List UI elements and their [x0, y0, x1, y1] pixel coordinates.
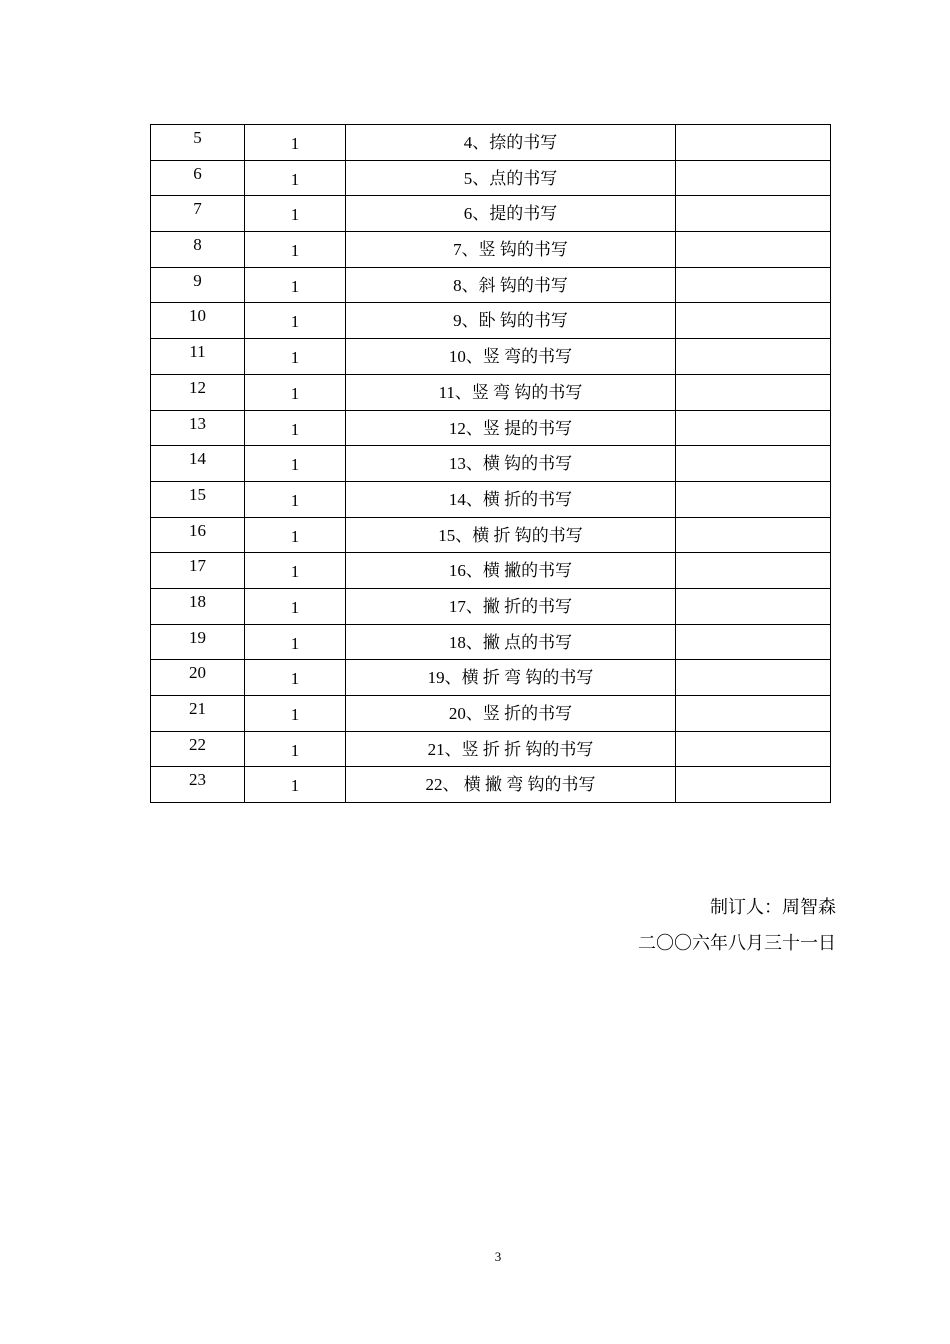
- table-row: [151, 588, 831, 624]
- content-cell: 15、横 折 钩的书写: [346, 517, 676, 553]
- table-row: [151, 410, 831, 446]
- note-cell: [676, 125, 831, 161]
- week-cell: 12: [151, 374, 245, 410]
- week-cell: 11: [151, 339, 245, 375]
- week-cell: 6: [151, 160, 245, 196]
- table-row: [151, 446, 831, 482]
- table-row: [151, 553, 831, 589]
- week-cell: 7: [151, 196, 245, 232]
- note-cell: [676, 660, 831, 696]
- table-row: [151, 696, 831, 732]
- content-cell: 9、卧 钩的书写: [346, 303, 676, 339]
- note-cell: [676, 481, 831, 517]
- table-row: [151, 624, 831, 660]
- week-cell: 19: [151, 624, 245, 660]
- hours-cell: 1: [245, 339, 346, 375]
- week-cell: 23: [151, 767, 245, 803]
- table-row: [151, 303, 831, 339]
- table-row: [151, 374, 831, 410]
- table-row: [151, 481, 831, 517]
- note-cell: [676, 553, 831, 589]
- hours-cell: 1: [245, 196, 346, 232]
- preparer-signature: 制订人：周智森: [710, 897, 836, 917]
- table-row: [151, 517, 831, 553]
- content-cell: 12、竖 提的书写: [346, 410, 676, 446]
- table-row: [151, 125, 831, 161]
- week-cell: 14: [151, 446, 245, 482]
- note-cell: [676, 232, 831, 268]
- content-cell: 7、竖 钩的书写: [346, 232, 676, 268]
- content-cell: 6、提的书写: [346, 196, 676, 232]
- week-cell: 17: [151, 553, 245, 589]
- content-cell: 21、竖 折 折 钩的书写: [346, 731, 676, 767]
- content-cell: 5、点的书写: [346, 160, 676, 196]
- note-cell: [676, 624, 831, 660]
- table-row: [151, 196, 831, 232]
- content-cell: 16、横 撇的书写: [346, 553, 676, 589]
- week-cell: 8: [151, 232, 245, 268]
- hours-cell: 1: [245, 517, 346, 553]
- hours-cell: 1: [245, 303, 346, 339]
- note-cell: [676, 303, 831, 339]
- note-cell: [676, 696, 831, 732]
- hours-cell: 1: [245, 446, 346, 482]
- content-cell: 13、横 钩的书写: [346, 446, 676, 482]
- note-cell: [676, 374, 831, 410]
- hours-cell: 1: [245, 731, 346, 767]
- content-cell: 10、竖 弯的书写: [346, 339, 676, 375]
- table-row: [151, 660, 831, 696]
- hours-cell: 1: [245, 160, 346, 196]
- week-cell: 16: [151, 517, 245, 553]
- note-cell: [676, 267, 831, 303]
- content-cell: 20、竖 折的书写: [346, 696, 676, 732]
- table-row: [151, 232, 831, 268]
- note-cell: [676, 160, 831, 196]
- content-cell: 8、斜 钩的书写: [346, 267, 676, 303]
- hours-cell: 1: [245, 481, 346, 517]
- table-row: [151, 267, 831, 303]
- content-cell: 19、横 折 弯 钩的书写: [346, 660, 676, 696]
- hours-cell: 1: [245, 696, 346, 732]
- week-cell: 10: [151, 303, 245, 339]
- note-cell: [676, 446, 831, 482]
- content-cell: 22、 横 撇 弯 钩的书写: [346, 767, 676, 803]
- week-cell: 9: [151, 267, 245, 303]
- content-cell: 17、撇 折的书写: [346, 588, 676, 624]
- content-cell: 11、竖 弯 钩的书写: [346, 374, 676, 410]
- table-row: [151, 767, 831, 803]
- hours-cell: 1: [245, 267, 346, 303]
- week-cell: 5: [151, 125, 245, 161]
- note-cell: [676, 196, 831, 232]
- hours-cell: 1: [245, 232, 346, 268]
- table-row: [151, 731, 831, 767]
- hours-cell: 1: [245, 374, 346, 410]
- week-cell: 15: [151, 481, 245, 517]
- hours-cell: 1: [245, 125, 346, 161]
- week-cell: 21: [151, 696, 245, 732]
- note-cell: [676, 731, 831, 767]
- hours-cell: 1: [245, 410, 346, 446]
- schedule-table: [150, 124, 831, 803]
- week-cell: 22: [151, 731, 245, 767]
- hours-cell: 1: [245, 553, 346, 589]
- page-number: 3: [494, 1249, 502, 1264]
- table-row: [151, 339, 831, 375]
- note-cell: [676, 339, 831, 375]
- week-cell: 18: [151, 588, 245, 624]
- content-cell: 18、撇 点的书写: [346, 624, 676, 660]
- note-cell: [676, 410, 831, 446]
- note-cell: [676, 588, 831, 624]
- signature-date: 二〇〇六年八月三十一日: [638, 933, 836, 953]
- week-cell: 20: [151, 660, 245, 696]
- hours-cell: 1: [245, 660, 346, 696]
- hours-cell: 1: [245, 588, 346, 624]
- hours-cell: 1: [245, 767, 346, 803]
- note-cell: [676, 517, 831, 553]
- note-cell: [676, 767, 831, 803]
- hours-cell: 1: [245, 624, 346, 660]
- content-cell: 4、捺的书写: [346, 125, 676, 161]
- schedule-table-body: [151, 125, 831, 803]
- week-cell: 13: [151, 410, 245, 446]
- content-cell: 14、横 折的书写: [346, 481, 676, 517]
- table-row: [151, 160, 831, 196]
